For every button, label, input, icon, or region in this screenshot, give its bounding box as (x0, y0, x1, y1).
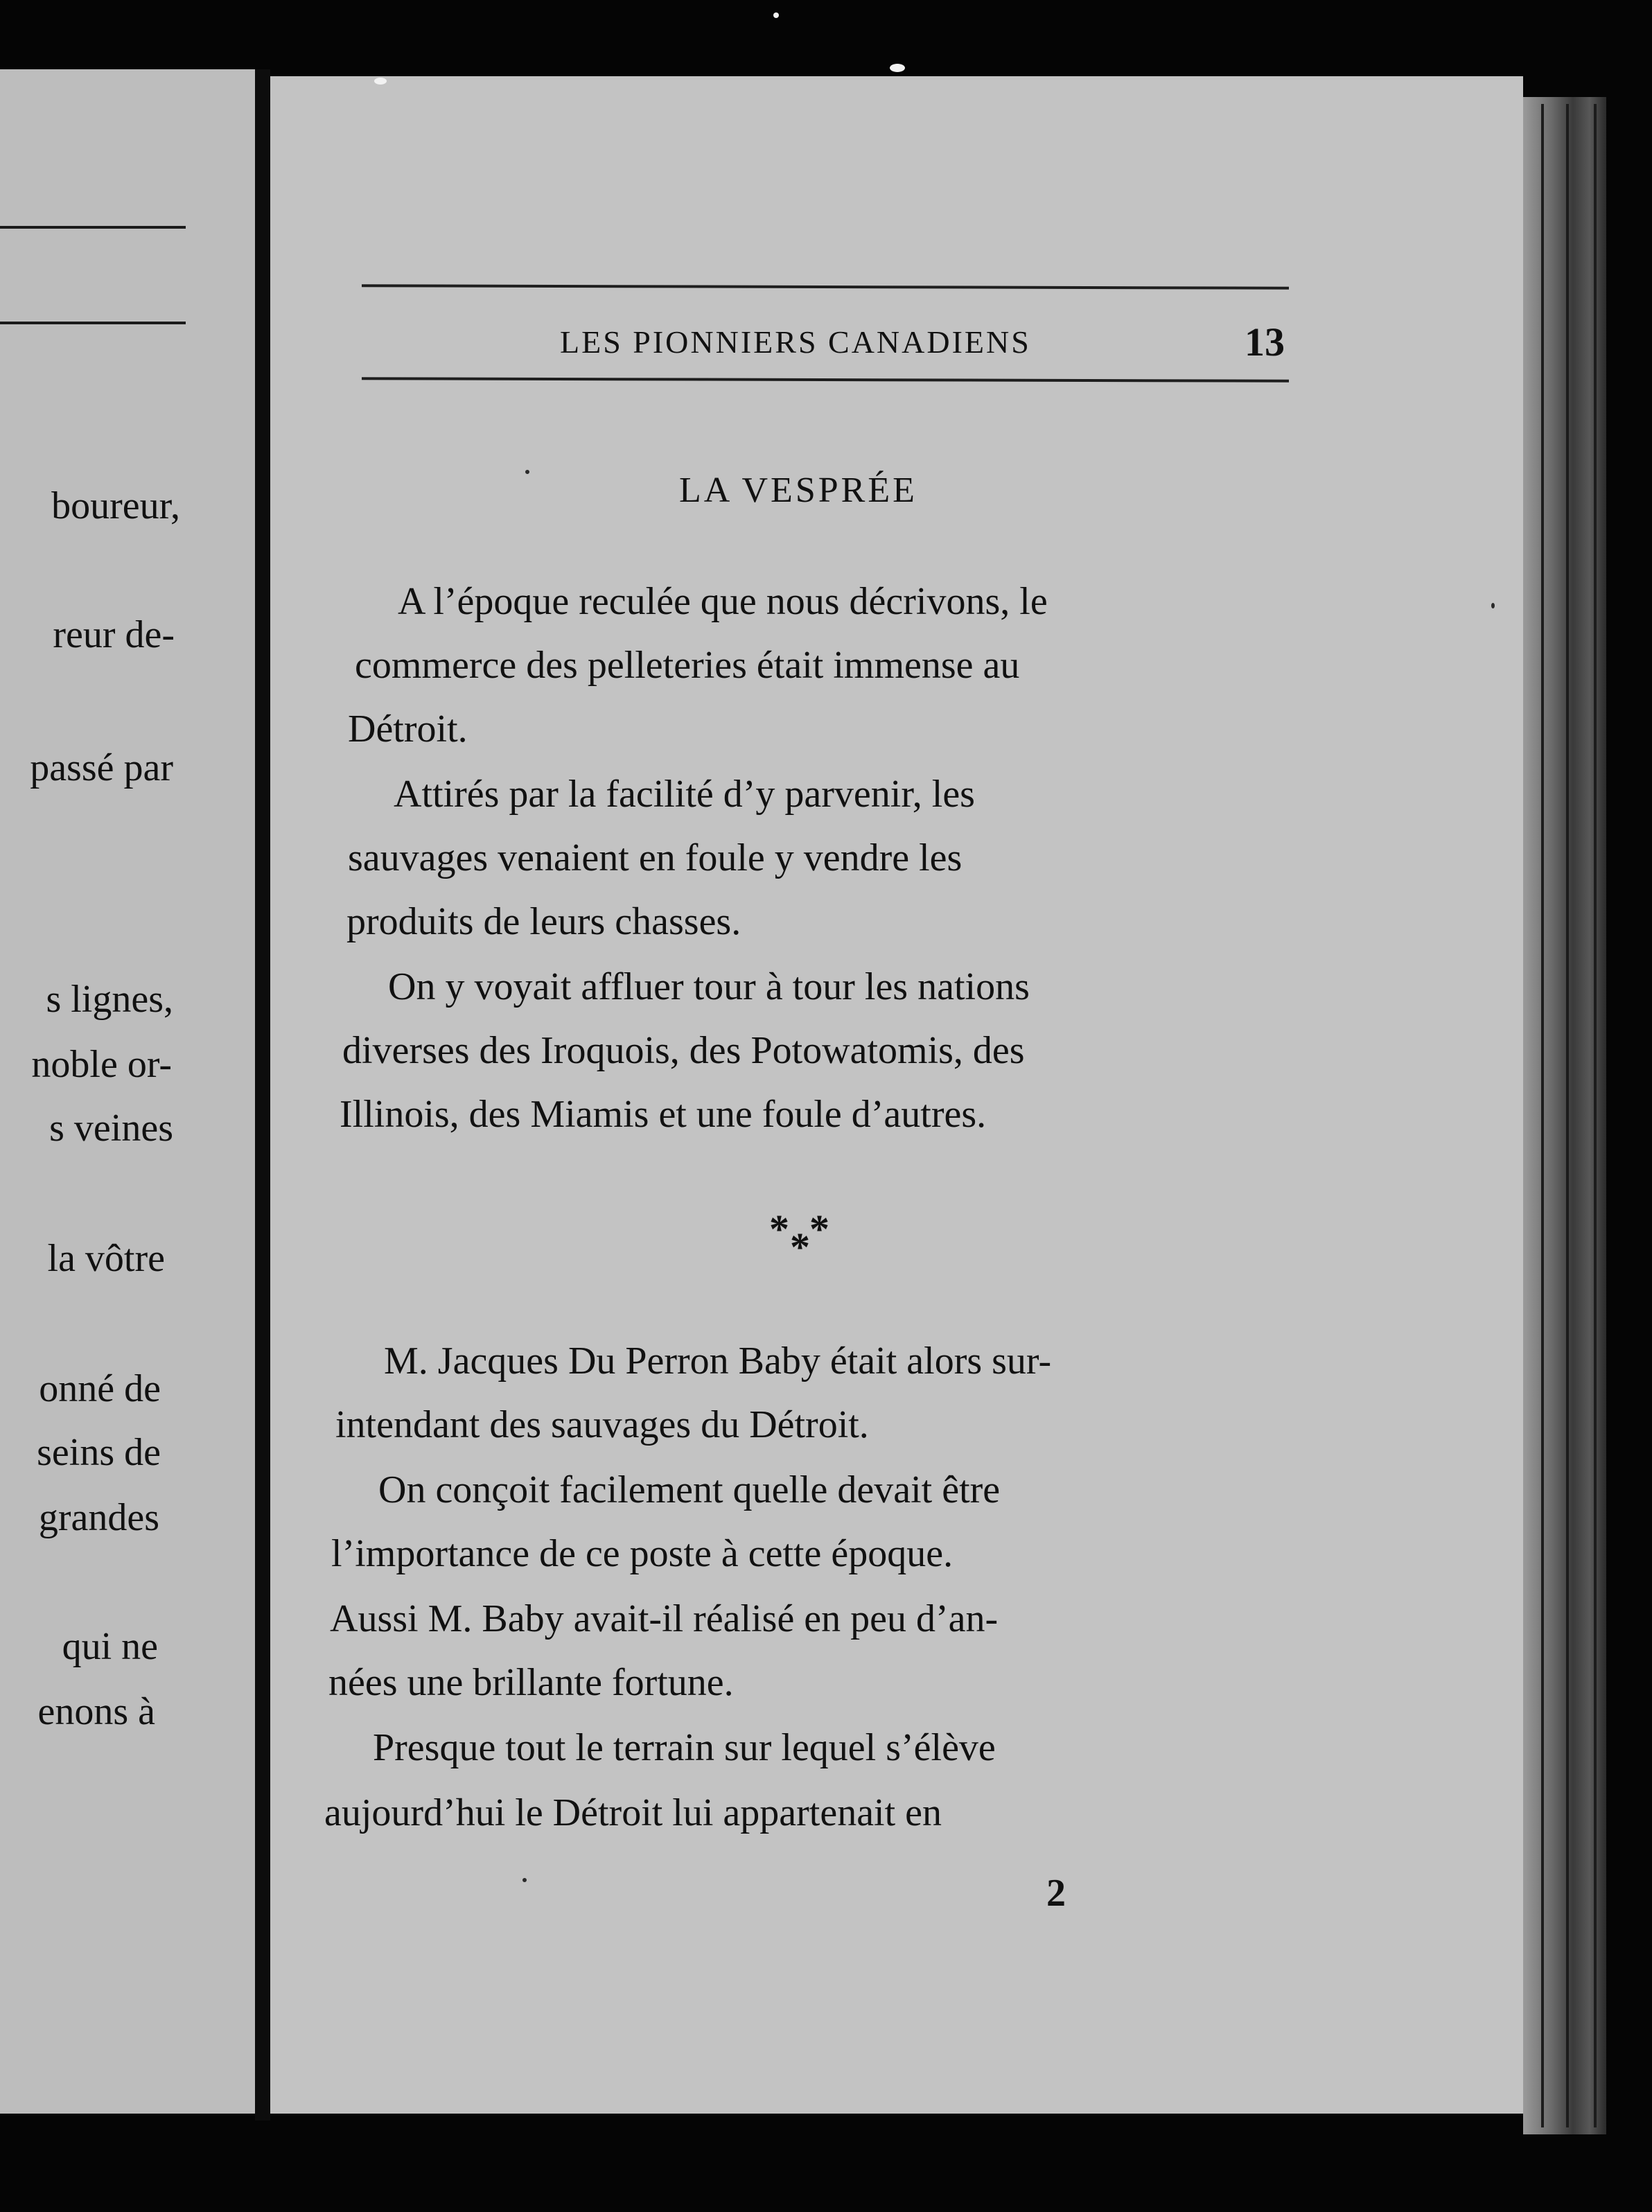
body-line: On conçoit facilement quelle devait être (378, 1468, 1001, 1511)
body-line: nées une brillante fortune. (328, 1661, 734, 1704)
left-page-line: passé par (30, 746, 173, 789)
body-line: A l’époque reculée que nous décrivons, le (398, 580, 1048, 623)
body-line: Illinois, des Miamis et une foule d’autres. (340, 1093, 987, 1136)
left-page-line: enons à (37, 1690, 155, 1733)
left-page-line: seins de (37, 1431, 161, 1474)
page-edge-line (1541, 104, 1544, 2127)
left-page-line: s lignes, (46, 978, 173, 1021)
body-line: commerce des pelleteries était immense au (355, 644, 1020, 687)
left-page-rule-bottom (0, 322, 186, 324)
running-head: LES PIONNIERS CANADIENS (560, 324, 1031, 360)
body-line: intendant des sauvages du Détroit. (335, 1403, 869, 1446)
body-line: M. Jacques Du Perron Baby était alors sur- (384, 1340, 1052, 1382)
left-page-line: onné de (39, 1367, 161, 1410)
scan-speck (773, 12, 779, 18)
scan-speck (890, 64, 905, 72)
body-line: produits de leurs chasses. (346, 900, 741, 943)
left-page-line: s veines (49, 1107, 173, 1150)
binding-gutter (255, 69, 270, 2121)
body-line: sauvages venaient en foule y vendre les (348, 836, 963, 879)
body-line: Aussi M. Baby avait-il réalisé en peu d’an- (330, 1597, 999, 1640)
left-page-line: qui ne (62, 1625, 158, 1668)
scan-speck (1491, 603, 1495, 608)
left-page-rule-top (0, 226, 186, 229)
body-line: Attirés par la facilité d’y parvenir, les (394, 773, 975, 816)
scan-speck (374, 78, 387, 85)
left-page (0, 69, 262, 2114)
body-line: Détroit. (348, 708, 468, 750)
page-edge-line (1594, 104, 1597, 2127)
page-edge-line (1566, 104, 1569, 2127)
asterism-divider: * * * (769, 1206, 829, 1270)
header-rule-bottom (362, 377, 1289, 383)
body-line: aujourd’hui le Détroit lui appartenait en (324, 1791, 942, 1834)
header-rule-top (362, 284, 1289, 290)
left-page-line: la vôtre (47, 1237, 165, 1280)
left-page-line: grandes (38, 1496, 159, 1539)
body-line: l’importance de ce poste à cette époque. (331, 1532, 954, 1575)
scan-speck (525, 470, 529, 474)
signature-mark: 2 (1046, 1872, 1066, 1915)
right-page (270, 76, 1523, 2114)
left-page-line: noble or- (31, 1043, 172, 1086)
body-line: diverses des Iroquois, des Potowatomis, des (342, 1029, 1025, 1072)
body-line: On y voyait affluer tour à tour les nations (388, 965, 1030, 1008)
section-title: LA VESPRÉE (679, 471, 917, 510)
body-line: Presque tout le terrain sur lequel s’élève (373, 1726, 996, 1769)
page-number: 13 (1245, 319, 1285, 365)
left-page-line: boureur, (51, 484, 180, 527)
scan-speck (522, 1878, 527, 1882)
left-page-line: reur de- (53, 613, 175, 656)
